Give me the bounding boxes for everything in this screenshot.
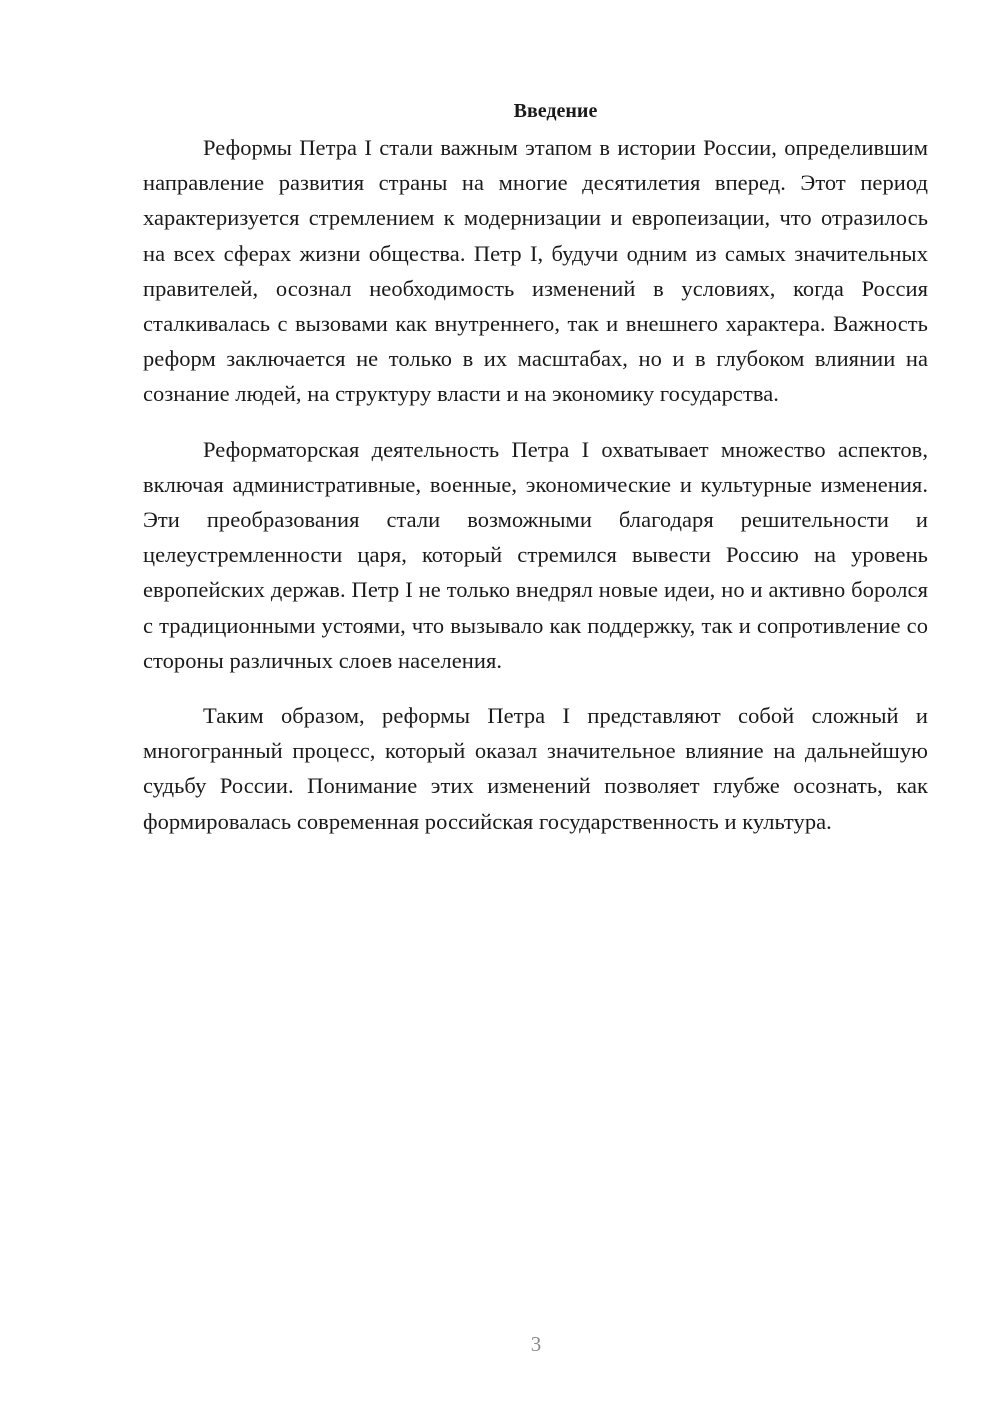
section-heading: Введение: [513, 100, 598, 122]
paragraph-3: Таким образом, реформы Петра I представляют собой сложный и многогранный процесс, который оказал значительное влияние на дальнейшую судьбу России. Понимание этих изменений позволяет глубже осознать, как формировалась современная российская государственность и культура.: [143, 703, 928, 834]
page-number: 3: [530, 1332, 542, 1356]
paragraph-2: Реформаторская деятельность Петра I охватывает множество аспектов, включая административные, военные, экономические и культурные изменения. Эти преобразования стали возможными благодаря решительности и целеустремленности царя, который стремился вывести Россию на уровень европейских держав. Петр I не только внедрял новые идеи, но и активно боролся с традиционными устоями, что вызывало как поддержку, так и сопротивление со стороны различных слоев населения.: [143, 436, 928, 673]
page-content: [143, 94, 928, 859]
paragraph-1: Реформы Петра I стали важным этапом в истории России, определившим направление развития страны на многие десятилетия вперед. Этот период характеризуется стремлением к модернизации и европеизации, что отразилось на всех сферах жизни общества. Петр I, будучи одним из самых значительных правителей, осознал необходимость изменений в условиях, когда Россия сталкивалась с вызовами как внутреннего, так и внешнего характера. Важность реформ заключается не только в их масштабах, но и в глубоком влиянии на сознание людей, на структуру власти и на экономику государства.: [143, 135, 928, 407]
